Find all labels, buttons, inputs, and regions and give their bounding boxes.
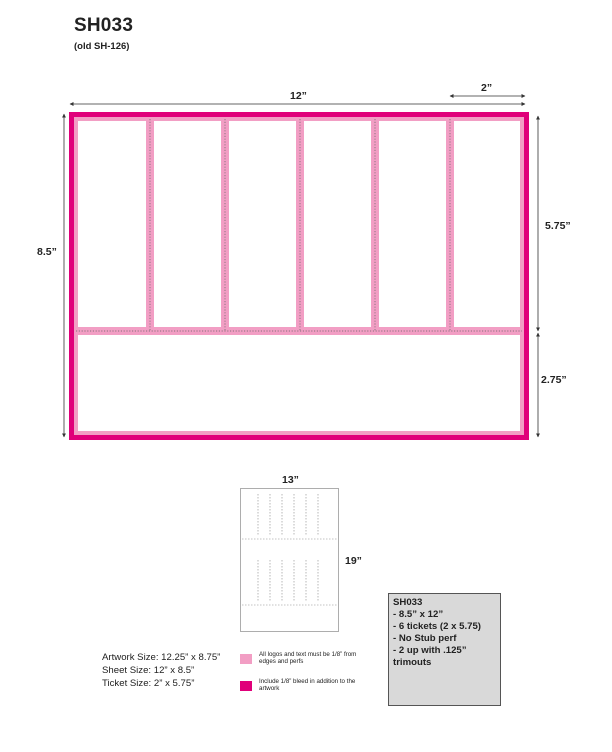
spec-list	[102, 652, 220, 690]
sheet-size-text: Sheet Size: 12” x 8.5”	[102, 664, 195, 676]
info-box-line: - 6 tickets (2 x 5.75)	[393, 621, 481, 632]
info-box	[388, 593, 501, 706]
legend-bleed-swatch	[240, 681, 252, 691]
ticket-size-text: Ticket Size: 2” x 5.75”	[102, 677, 195, 689]
legend-bleed-text: Include 1/8” bleed in addition to the artwork	[259, 678, 356, 693]
stub-height-label: 2.75”	[541, 374, 567, 386]
ticket-width-label: 2”	[481, 82, 493, 94]
width-label: 12”	[290, 90, 307, 102]
legend-safe-text: All logos and text must be 1/8” from edges and perfs	[259, 651, 357, 666]
ticket-perf-bands	[76, 119, 522, 335]
info-box-title: SH033	[393, 597, 423, 608]
page-title: SH033	[74, 15, 134, 36]
info-box-line: - 8.5” x 12”	[393, 609, 444, 620]
ticket-height-label: 5.75”	[545, 220, 571, 232]
page-subtitle: (old SH-126)	[74, 41, 130, 52]
info-box-line: - 2 up with .125” trimouts	[393, 645, 467, 668]
legend-safe-swatch	[240, 654, 252, 664]
sheet-width-label: 13”	[282, 474, 299, 486]
info-box-line: - No Stub perf	[393, 633, 457, 644]
sheet-height-label: 19”	[345, 555, 362, 567]
height-label: 8.5”	[37, 246, 57, 258]
artwork-size-text: Artwork Size: 12.25” x 8.75”	[102, 652, 221, 663]
